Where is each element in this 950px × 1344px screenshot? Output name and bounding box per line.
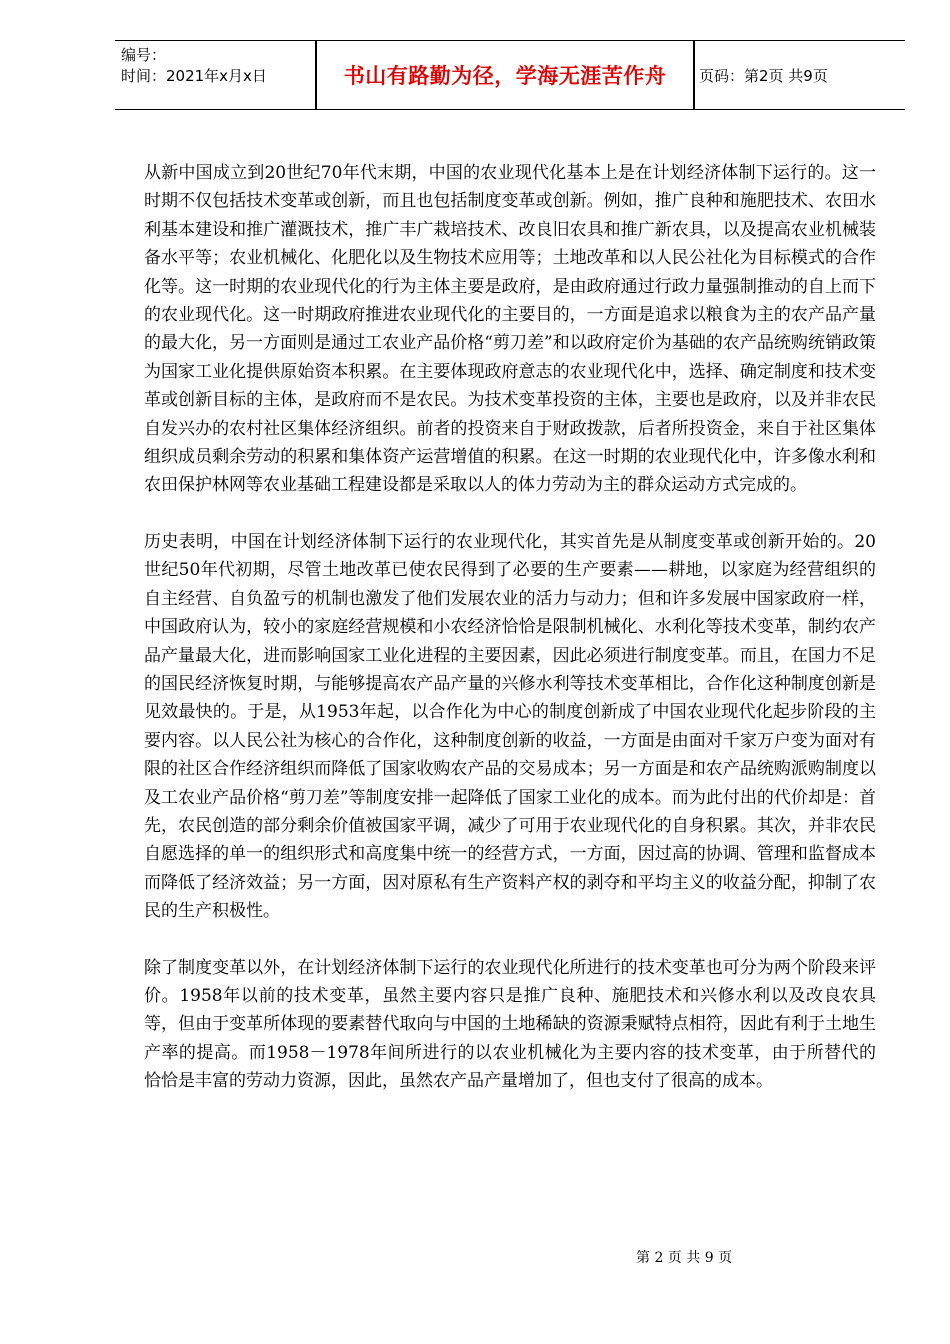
paragraph: 历史表明，中国在计划经济体制下运行的农业现代化，其实首先是从制度变革或创新开始的。20世纪50年代初期，尽管土地改革已使农民得到了必要的生产要素——耕地，以家庭为经营组织的自主经营、自负盈亏的机制也激发了他们发展农业的活力与动力；但和许多发展中国家政府一样，中国政府认为，较小的家庭经营规模和小农经济恰恰是限制机械化、水利化等技术变革，制约农产品产量最大化，进而影响国家工业化进程的主要因素，因此必须进行制度变革。而且，在国力不足的国民经济恢复时期，与能够提高农产品产量的兴修水利等技术变革相比，合作化这种制度创新是见效最快的。于是，从1953年起，以合作化为中心的制度创新成了中国农业现代化起步阶段的主要内容。以人民公社为核心的合作化，这种制度创新的收益，一方面是由面对千家万户变为面对有限的社区合作经济组织而降低了国家收购农产品的交易成本；另一方面是和农产品统购派购制度以及工农业产品价格“剪刀差”等制度安排一起降低了国家工业化的成本。而为此付出的代价却是：首先，农民创造的部分剩余价值被国家平调，减少了可用于农业现代化的自身积累。其次，并非农民自愿选择的单一的组织形式和高度集中统一的经营方式，一方面，因过高的协调、管理和监督成本而降低了经济效益；另一方面，因对原私有生产资料产权的剥夺和平均主义的收益分配，抑制了农民的生产积极性。 [144, 531, 876, 922]
header-motto: 书山有路勤为径，学海无涯苦作舟 [343, 64, 667, 88]
time-label: 时间：2021年x月x日 [121, 67, 267, 85]
paragraph: 除了制度变革以外，在计划经济体制下运行的农业现代化所进行的技术变革也可分为两个阶段来评价。1958年以前的技术变革，虽然主要内容只是推广良种、施肥技术和兴修水利以及改良农具等，但由于变革所体现的要素替代取向与中国的土地稀缺的资源秉赋特点相符，因此有利于土地生产率的提高。而1958－1978年间所进行的以农业机械化为主要内容的技术变革，由于所替代的恰恰是丰富的劳动力资源，因此，虽然农产品产量增加了，但也支付了很高的成本。 [144, 957, 876, 1092]
header-divider [693, 41, 695, 109]
paragraph: 从新中国成立到20世纪70年代末期，中国的农业现代化基本上是在计划经济体制下运行的。这一时期不仅包括技术变革或创新，而且也包括制度变革或创新。例如，推广良种和施肥技术、农田水利基本建设和推广灌溉技术，推广丰广栽培技术、改良旧农具和推广新农具，以及提高农业机械装备水平等；农业机械化、化肥化以及生物技术应用等；土地改革和以人民公社化为目标模式的合作化等。这一时期的农业现代化的行为主体主要是政府，是由政府通过行政力量强制推动的自上而下的农业现代化。这一时期政府推进农业现代化的主要目的，一方面是追求以粮食为主的农产品产量的最大化，另一方面则是通过工农业产品价格“剪刀差”和以政府定价为基础的农产品统购统销政策为国家工业化提供原始资本积累。在主要体现政府意志的农业现代化中，选择、确定制度和技术变革或创新目标的主体，是政府而不是农民。为技术变革投资的主体，主要也是政府，以及并非农民自发兴办的农村社区集体经济组织。前者的投资来自于财政拨款，后者所投资金，来自于社区集体组织成员剩余劳动的积累和集体资产运营增值的积累。在这一时期的农业现代化中，许多像水利和农田保护林网等农业基础工程建设都是采取以人的体力劳动为主的群众运动方式完成的。 [144, 163, 876, 496]
page-footer: 第 2 页 共 9 页 [636, 1250, 733, 1266]
document-body [144, 159, 876, 1096]
header-page-info: 页码：第2页 共9页 [699, 66, 828, 85]
page-header [115, 40, 905, 110]
header-meta [115, 41, 315, 109]
number-label: 编号： [121, 46, 167, 64]
